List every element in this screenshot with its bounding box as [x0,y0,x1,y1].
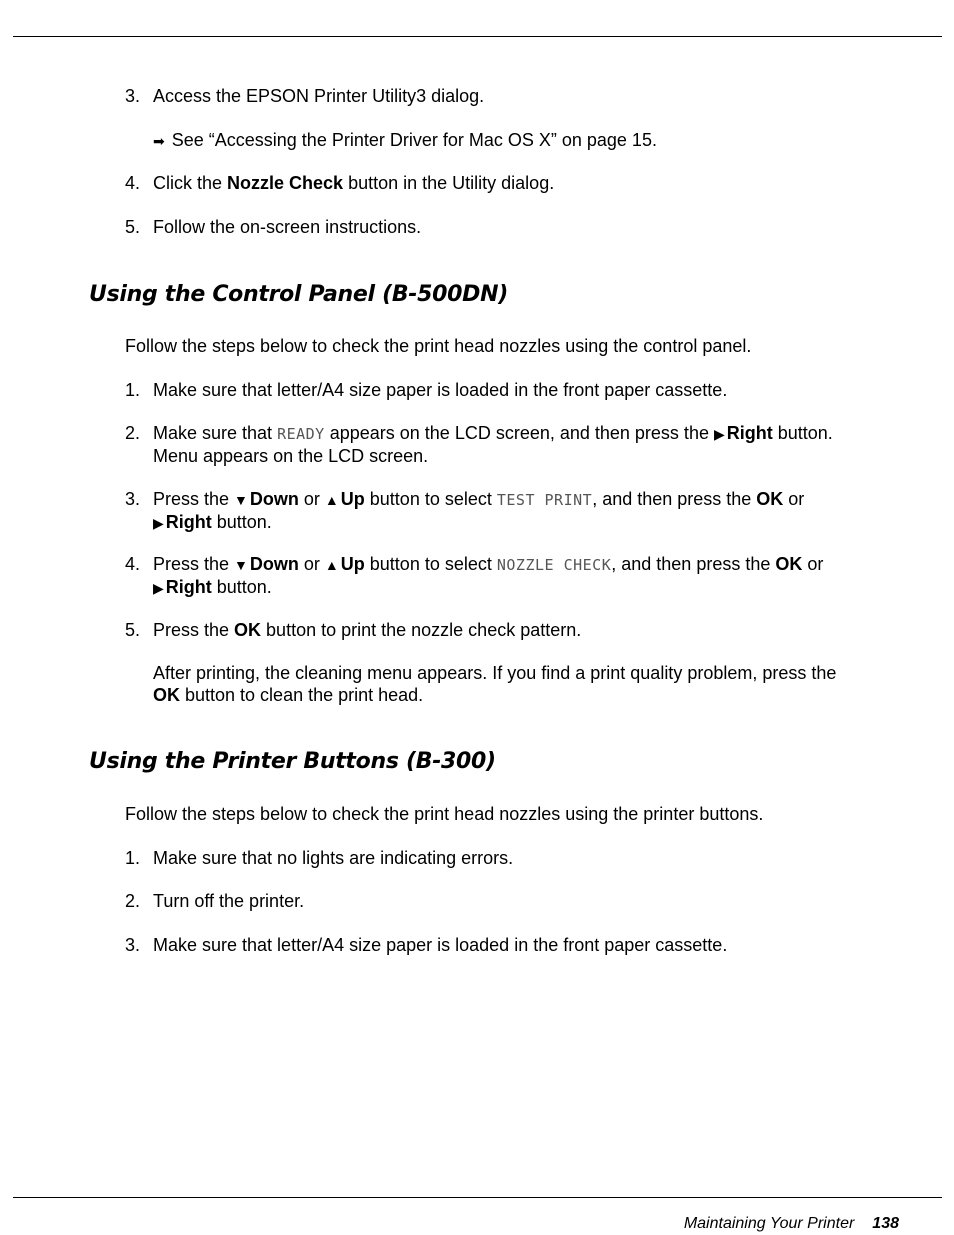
arrow-right-icon: ➡ [153,133,165,149]
lcd-text: TEST PRINT [496,491,593,509]
list-item: 1. Make sure that letter/A4 size paper is loaded in the front paper cassette. [125,380,728,400]
page-number: 138 [872,1215,899,1232]
list-item: 5. Press the OK button to print the nozzle check pattern. [125,620,582,640]
list-item: 2. Make sure that READY appears on the LCD screen, and then press the ▶ Right button. Menu appears on the LCD screen. [125,423,833,466]
triangle-right-icon: ▶ [713,426,725,442]
section-heading: Using the Printer Buttons (B-300) [89,749,496,774]
list-item: 1. Make sure that no lights are indicating errors. [125,848,514,868]
intro-paragraph: Follow the steps below to check the print head nozzles using the printer buttons. [125,804,764,824]
lcd-text: NOZZLE CHECK [496,556,612,574]
list-item: 4. Press the ▼ Down or ▲ Up button to select NOZZLE CHECK, and then press the OK or ▶ Right button. [125,554,824,597]
footer-rule [13,1197,942,1198]
list-item: 2. Turn off the printer. [125,891,305,911]
triangle-up-icon: ▲ [324,492,339,508]
list-item: 4. Click the Nozzle Check button in the Utility dialog. [125,173,555,193]
triangle-right-icon: ▶ [153,515,164,531]
triangle-right-icon: ▶ [153,580,164,596]
list-item: 3. Access the EPSON Printer Utility3 dialog. [125,86,485,106]
triangle-up-icon: ▲ [324,557,339,573]
section-heading: Using the Control Panel (B-500DN) [89,282,508,307]
note-paragraph: After printing, the cleaning menu appears. If you find a print quality problem, press the OK button to clean the print head. [153,663,837,705]
triangle-down-icon: ▼ [234,557,248,573]
cross-reference: ➡ See “Accessing the Printer Driver for Mac OS X” on page 15. [153,130,657,150]
list-item: 3. Make sure that letter/A4 size paper is loaded in the front paper cassette. [125,935,728,955]
header-rule [13,36,942,37]
list-item: 5. Follow the on-screen instructions. [125,217,422,237]
list-item: 3. Press the ▼ Down or ▲ Up button to select TEST PRINT, and then press the OK or ▶ Right button. [125,489,805,532]
lcd-text: READY [277,425,325,443]
page-footer [684,1214,899,1234]
footer-title: Maintaining Your Printer [683,1215,855,1232]
triangle-down-icon: ▼ [234,492,248,508]
intro-paragraph: Follow the steps below to check the print head nozzles using the control panel. [125,336,752,356]
